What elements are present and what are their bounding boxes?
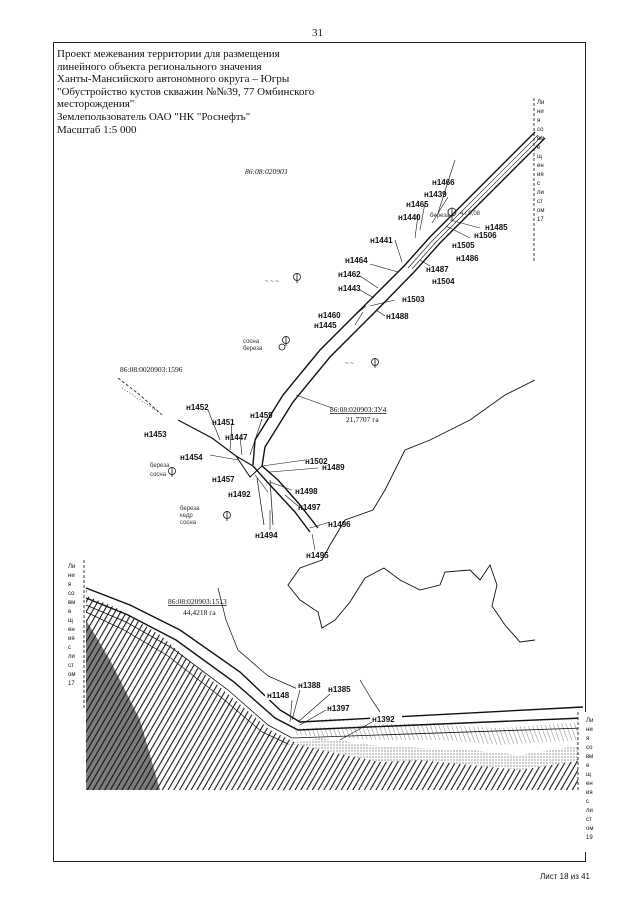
note-char: с [586,799,589,805]
note-char: 17 [68,681,75,687]
title-line: Ханты-Мансийского автономного округа – Югры [57,73,290,86]
point-label: н1487 [426,265,449,274]
point-label: н1443 [338,284,361,293]
note-char: щ [586,772,591,778]
title-line: Землепользователь ОАО "НК "Роснефть" [57,110,251,123]
note-char: щ [68,618,73,624]
note-char: я [68,582,72,588]
point-label: н1505 [452,241,475,250]
note-char: ли [537,190,544,196]
point-label: н1388 [298,681,321,690]
note-char: со [537,127,544,133]
note-char: ом [537,208,545,214]
note-char: ен [68,627,75,633]
pipeline-corridor [118,132,545,532]
point-label: н1445 [314,321,337,330]
point-label: н1452 [186,403,209,412]
point-label: н1385 [328,685,351,694]
vertical-note-top-right [537,100,544,223]
svg-text:береза: береза [150,463,170,469]
note-char: вм [537,136,545,142]
note-char: ия [537,172,544,178]
point-label: н1497 [298,503,321,512]
svg-text:~ ~ ~: ~ ~ ~ [265,279,279,285]
point-label: н1392 [372,715,395,724]
title-line: "Обустройство кустов скважин №№39, 77 Омбинского [57,85,315,98]
note-char: е [586,763,590,769]
parcel-label-1596: 86:08:0020903:1596 [120,365,183,374]
point-label: н1486 [456,254,479,263]
note-char: ом [68,672,76,678]
note-char: ен [586,781,593,787]
point-label: н1459 [250,411,273,420]
point-label: н1457 [212,475,235,484]
note-char: с [68,645,71,651]
parcel-label-1513: 86:08:020903:1513 [168,597,227,606]
svg-text:~ ~: ~ ~ [345,361,354,367]
note-char: ни [537,109,544,115]
note-char: со [586,745,593,751]
point-label: н1460 [318,311,341,320]
point-label: н1464 [345,256,368,265]
point-label: н1496 [328,520,351,529]
tree-label: сосна [243,339,260,345]
point-label: н1488 [386,312,409,321]
point-label: н1454 [180,453,203,462]
note-char: ст [586,817,592,823]
point-label: н1441 [370,236,393,245]
title-line: Проект межевания территории для размещения [57,48,280,60]
tree-value: 4 / 0,08 [460,211,481,217]
note-char: я [586,736,590,742]
point-label: н1506 [474,231,497,240]
note-char: вм [586,754,594,760]
note-char: ст [537,199,543,205]
note-char: ни [586,727,593,733]
point-label: н1466 [432,178,455,187]
point-label: н1489 [322,463,345,472]
point-label: н1453 [144,430,167,439]
point-label: н1498 [295,487,318,496]
note-char: ли [68,654,75,660]
note-char: ия [586,790,593,796]
note-char: Ли [537,100,545,106]
point-label: н1397 [327,704,350,713]
note-char: Ли [586,718,594,724]
note-char: ли [586,808,593,814]
note-char: е [537,145,541,151]
point-labels [144,178,508,560]
point-label: н1465 [406,200,429,209]
note-char: с [537,181,540,187]
point-label: н1485 [485,223,508,232]
page-number: 31 [312,27,323,39]
note-char: со [68,591,75,597]
note-char: е [68,609,72,615]
point-label: н1439 [424,190,447,199]
note-char: ни [68,573,75,579]
parcel-area-zu4: 21,7707 га [346,415,379,424]
vertical-note-left [64,560,84,710]
point-label: н1451 [212,418,235,427]
note-char: ом [586,826,594,832]
point-label: н1504 [432,277,455,286]
note-char: ст [68,663,74,669]
note-char: Ли [68,564,76,570]
parcel-label-zu4: 86:08:020903:ЗУ4 [330,405,387,414]
point-label: н1148 [267,691,290,700]
tree-label: береза [243,346,263,352]
title-line: месторождения" [57,98,135,111]
title-line: Масштаб 1:5 000 [57,123,137,136]
svg-text:кедр: кедр [180,513,193,519]
vertical-note-bottom-right [578,712,593,852]
tree-label: береза [430,213,450,219]
point-label: н1492 [228,490,251,499]
point-label: н1447 [225,433,248,442]
note-char: 19 [586,835,593,841]
note-char: ен [537,163,544,169]
svg-text:сосна: сосна [180,520,197,526]
svg-text:сосна: сосна [150,472,167,478]
boundary-line [288,380,535,642]
sheet-label: Лист 18 из 41 [540,872,590,881]
svg-text:береза: береза [180,506,200,512]
point-label: н1503 [402,295,425,304]
block-label: 86:08:020903 [245,167,288,176]
point-label: н1440 [398,213,421,222]
note-char: 17 [537,217,544,223]
note-char: ия [68,636,75,642]
title-line: линейного объекта регионального значения [57,60,262,73]
point-label: н1495 [306,551,329,560]
point-label: н1502 [305,457,328,466]
note-char: я [537,118,541,124]
point-label: н1494 [255,531,278,540]
parcel-area-1513: 44,4218 га [183,608,216,617]
point-label: н1462 [338,270,361,279]
note-char: вм [68,600,76,606]
note-char: щ [537,154,542,160]
